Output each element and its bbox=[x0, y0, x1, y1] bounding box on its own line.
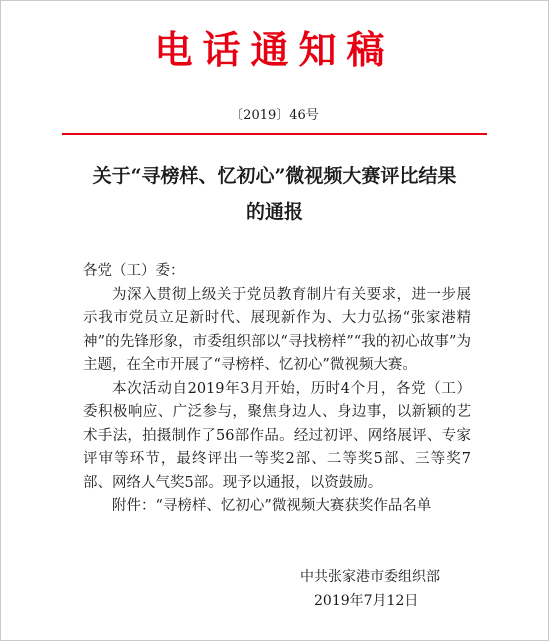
signature-block bbox=[300, 565, 470, 613]
paragraph-attachment: 附件：“寻榜样、忆初心”微视频大赛获奖作品名单 bbox=[112, 498, 432, 514]
notice-body bbox=[83, 260, 471, 519]
headline-line-1: 关于“寻榜样、忆初心”微视频大赛评比结果 bbox=[92, 165, 457, 187]
signature-organization: 中共张家港市委组织部 bbox=[300, 569, 440, 585]
salutation: 各党（工）委： bbox=[83, 263, 185, 279]
red-separator-line bbox=[62, 133, 487, 135]
notice-headline bbox=[40, 158, 509, 230]
document-number: 〔2019〕46号 bbox=[230, 108, 319, 123]
signature-date: 2019年7月12日 bbox=[314, 593, 419, 609]
paragraph-intro: 为深入贯彻上级关于党员教育制片有关要求，进一步展示我市党员立足新时代、展现新作为、大力弘扬“张家港精神”的先锋形象，市委组织部以“寻找榜样”“我的初心故事”为主题，在全市开展了“寻榜样、忆初心”微视频大赛。 bbox=[83, 286, 471, 373]
headline-line-2: 的通报 bbox=[245, 201, 303, 223]
paragraph-results: 本次活动自2019年3月开始，历时4个月，各党（工）委积极响应、广泛参与，聚焦身边人、身边事，以新颖的艺术手法，拍摄制作了56部作品。经过初评、网络展评、专家评审等环节，最终评出一等奖2部、二等奖5部、三等奖7部、网络人气奖5部。现予以通报，以资鼓励。 bbox=[83, 380, 471, 491]
masthead-title: 电话通知稿 bbox=[154, 27, 395, 72]
